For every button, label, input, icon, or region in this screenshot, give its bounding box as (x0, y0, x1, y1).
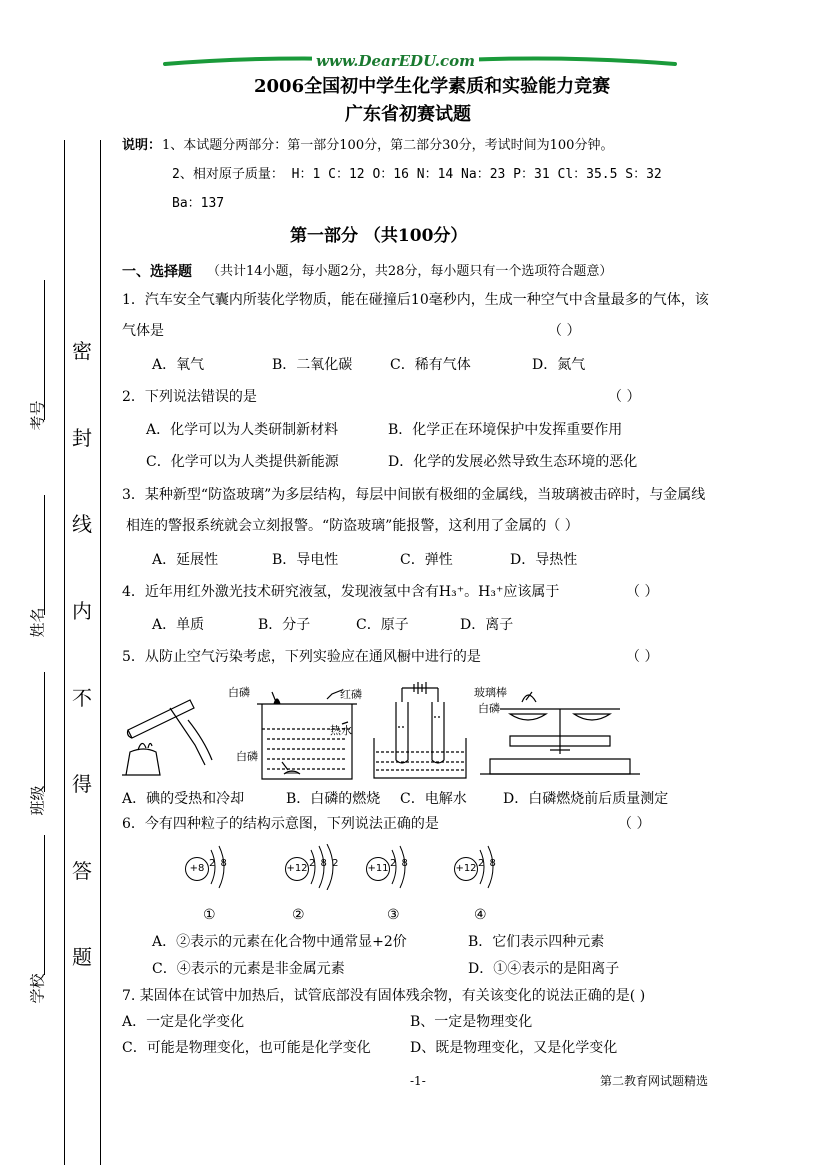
q1-option-c: C．稀有气体 (390, 357, 471, 373)
q7-option-d: D、既是物理变化，又是化学变化 (410, 1040, 618, 1056)
title-line-1: 2006全国初中学生化学素质和实验能力竞赛 (254, 76, 611, 97)
q5-fig-label-red-phosphorus: 红磷 (340, 688, 362, 701)
instructions-label: 说明： (122, 138, 162, 153)
q6-diagram-number-2: ② (292, 907, 305, 923)
name-label: 姓名 (28, 607, 47, 638)
q6-option-d: D．①④表示的是阳离子 (468, 961, 620, 977)
binding-line-inner (100, 140, 101, 1165)
q1-answer-paren: （ ） (548, 323, 581, 339)
seal-char-5: 不 (72, 686, 92, 710)
q1-option-d: D．氮气 (532, 357, 586, 373)
q1-option-a: A．氧气 (152, 357, 205, 373)
footer-source: 第二教育网试题精选 (600, 1074, 709, 1088)
q2-answer-paren: （ ） (608, 389, 641, 405)
q4-stem: 4．近年用红外激光技术研究液氢，发现液氢中含有H₃⁺。H₃⁺应该属于 (122, 584, 560, 600)
section-label: 一、选择题 (122, 264, 192, 280)
q7-stem: 7. 某固体在试管中加热后，试管底部没有固体残余物，有关该变化的说法正确的是( ) (122, 988, 646, 1004)
exam-no-field-line (44, 280, 45, 420)
binding-line-outer (64, 140, 65, 1165)
q6-atom-3-nucleus: +11 (366, 857, 390, 881)
q5-option-b: B．白磷的燃烧 (286, 791, 381, 807)
q7-option-c: C．可能是物理变化，也可能是化学变化 (122, 1040, 371, 1056)
seal-char-3: 线 (72, 512, 92, 536)
q6-atom-1-nucleus: +8 (185, 857, 209, 881)
q6-atom-diagram-3 (364, 844, 424, 890)
q5-fig-label-white-phosphorus-1: 白磷 (228, 686, 250, 699)
q5-option-a: A．碘的受热和冷却 (122, 791, 245, 807)
q4-option-b: B．分子 (258, 617, 311, 633)
q5-option-d: D．白磷燃烧前后质量测定 (503, 791, 669, 807)
q5-fig-label-hot-water: 热水 (330, 724, 352, 737)
q6-option-c: C．④表示的元素是非金属元素 (152, 961, 345, 977)
q6-atom-4-nucleus: +12 (454, 857, 478, 881)
q6-diagram-number-1: ① (203, 907, 216, 923)
title-line-2: 广东省初赛试题 (345, 104, 471, 125)
q4-option-d: D．离子 (460, 617, 514, 633)
q3-stem-line-2: 相连的警报系统就会立刻报警。“防盗玻璃”能报警，这利用了金属的（ ） (126, 518, 579, 534)
q6-stem: 6．今有四种粒子的结构示意图，下列说法正确的是 (122, 816, 439, 832)
q1-stem-line-1: 1．汽车安全气囊内所装化学物质，能在碰撞后10毫秒内，生成一种空气中含量最多的气体，该 (122, 292, 709, 308)
section-note: （共计14小题，每小题2分，共28分，每小题只有一个选项符合题意） (207, 264, 613, 279)
q5-answer-paren: （ ） (626, 649, 659, 665)
seal-char-7: 答 (72, 859, 92, 883)
seal-char-4: 内 (72, 599, 92, 623)
q3-option-c: C．弹性 (400, 552, 453, 568)
q1-option-b: B．二氧化碳 (272, 357, 353, 373)
seal-char-1: 密 (72, 339, 92, 363)
q6-atom-diagram-4 (452, 844, 512, 890)
q6-atom-2-shells: 2 8 2 (309, 858, 340, 869)
q6-atom-diagram-1 (183, 844, 243, 890)
q6-atom-diagram-2 (283, 844, 343, 890)
q4-answer-paren: （ ） (626, 584, 659, 600)
q6-diagram-number-4: ④ (474, 907, 487, 923)
q5-fig-label-white-phosphorus-3: 白磷 (478, 702, 500, 715)
instructions-item-2: 2、相对原子质量： H：1 C：12 O：16 N：14 Na：23 P：31 Cl：35.5 S：32 (172, 167, 662, 182)
seal-char-8: 题 (72, 945, 92, 969)
name-field-line (44, 495, 45, 615)
q6-option-a: A．②表示的元素在化合物中通常显+2价 (152, 934, 407, 950)
q5-fig-label-glass-rod: 玻璃棒 (474, 686, 507, 699)
q6-answer-paren: （ ） (618, 816, 651, 832)
school-field-line (44, 835, 45, 975)
q6-atom-1-shells: 2 8 (209, 858, 228, 869)
q3-stem-line-1: 3．某种新型“防盗玻璃”为多层结构，每层中间嵌有极细的金属线，当玻璃被击碎时，与金属线 (122, 487, 706, 503)
q6-atom-2-nucleus: +12 (285, 857, 309, 881)
school-label: 学校 (28, 973, 47, 1004)
q1-stem-line-2: 气体是 (122, 323, 164, 339)
exam-no-label: 考号 (28, 400, 47, 431)
part-1-heading: 第一部分 （共100分） (290, 226, 468, 246)
class-label: 班级 (28, 785, 47, 816)
q4-option-a: A．单质 (152, 617, 205, 633)
site-logo: www.DearEDU.com (312, 52, 479, 70)
q5-option-c: C．电解水 (400, 791, 467, 807)
seal-char-6: 得 (72, 772, 92, 796)
page-number: -1- (410, 1074, 426, 1088)
q7-option-a: A．一定是化学变化 (122, 1014, 245, 1030)
q2-option-d: D．化学的发展必然导致生态环境的恶化 (388, 454, 638, 470)
q2-option-b: B．化学正在环境保护中发挥重要作用 (388, 422, 623, 438)
seal-char-2: 封 (72, 426, 92, 450)
q6-atom-4-shells: 2 8 (478, 858, 497, 869)
q7-option-b: B、一定是物理变化 (410, 1014, 533, 1030)
q6-atom-3-shells: 2 8 (390, 858, 409, 869)
q3-option-b: B．导电性 (272, 552, 339, 568)
q5-stem: 5．从防止空气污染考虑，下列实验应在通风橱中进行的是 (122, 649, 481, 665)
q3-option-d: D．导热性 (510, 552, 578, 568)
q2-option-c: C．化学可以为人类提供新能源 (146, 454, 339, 470)
q5-fig-label-white-phosphorus-2: 白磷 (236, 750, 258, 763)
instructions-item-2-cont: Ba：137 (172, 196, 225, 211)
q6-diagram-number-3: ③ (387, 907, 400, 923)
class-field-line (44, 672, 45, 792)
q6-option-b: B．它们表示四种元素 (468, 934, 605, 950)
instructions-item-1: 1、本试题分两部分：第一部分100分，第二部分30分，考试时间为100分钟。 (162, 138, 614, 153)
q2-stem: 2．下列说法错误的是 (122, 389, 257, 405)
q2-option-a: A．化学可以为人类研制新材料 (146, 422, 339, 438)
q4-option-c: C．原子 (356, 617, 409, 633)
q5-figure-a-iodine-heating (120, 690, 220, 780)
q5-figure-c-electrolysis (370, 682, 470, 782)
q3-option-a: A．延展性 (152, 552, 219, 568)
